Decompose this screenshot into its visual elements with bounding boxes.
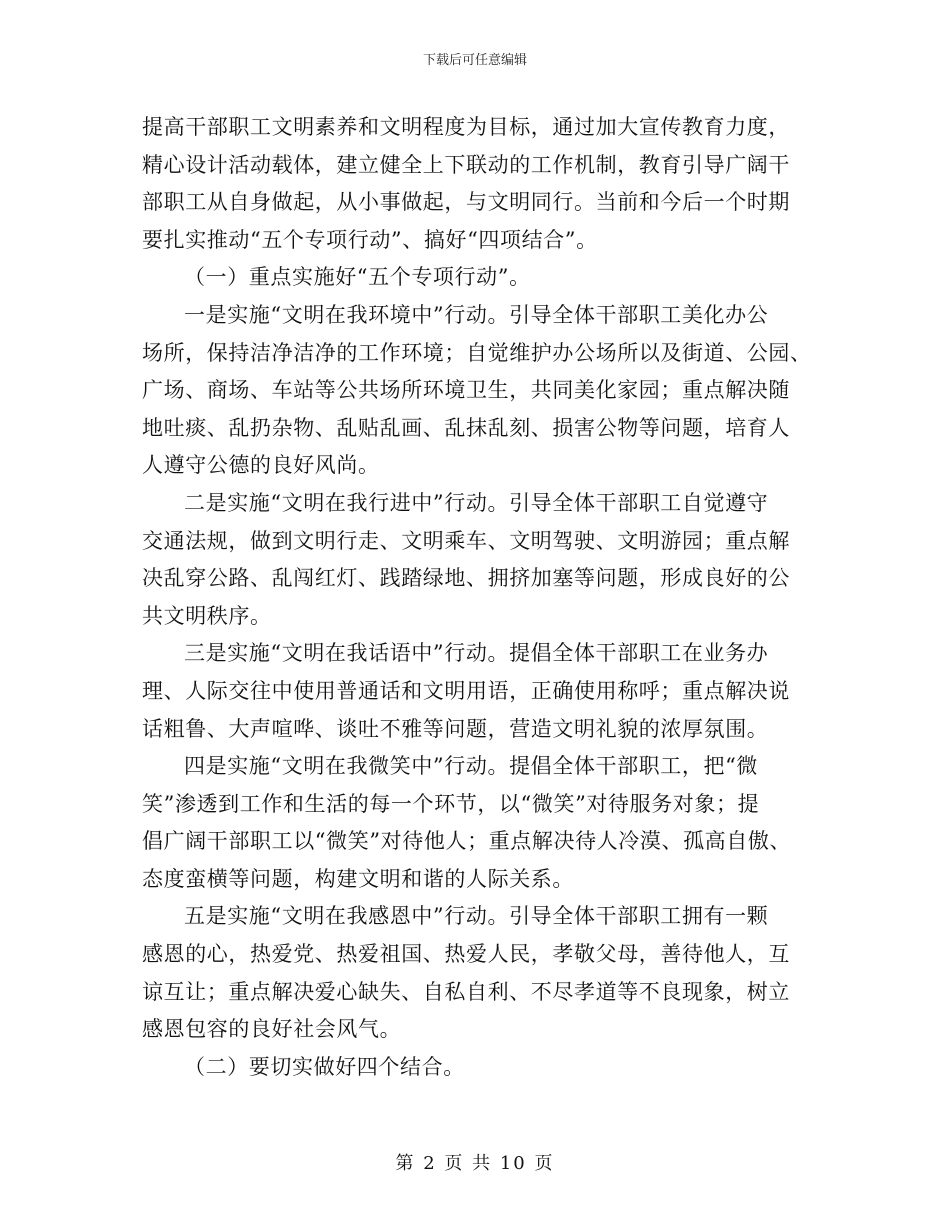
body-line: 地吐痰、乱扔杂物、乱贴乱画、乱抹乱刻、损害公物等问题，培育人 xyxy=(142,415,790,440)
body-line: 一是实施“文明在我环境中”行动。引导全体干部职工美化办公 xyxy=(184,302,769,327)
page-number-footer: 第 2 页 共 10 页 xyxy=(395,1153,555,1174)
body-line: 态度蛮横等问题，构建文明和谐的人际关系。 xyxy=(142,866,574,891)
body-line: 部职工从自身做起，从小事做起，与文明同行。当前和今后一个时期 xyxy=(142,190,790,215)
body-line: 四是实施“文明在我微笑中”行动。提倡全体干部职工，把“微 xyxy=(184,754,759,779)
body-line: 倡广阔干部职工以“微笑”对待他人；重点解决待人冷漠、孤高自傲、 xyxy=(142,829,792,854)
body-line: 场所，保持洁净洁净的工作环境；自觉维护办公场所以及街道、公园、 xyxy=(142,340,812,365)
body-line: 笑”渗透到工作和生活的每一个环节，以“微笑”对待服务对象；提 xyxy=(142,791,760,816)
body-line: 交通法规，做到文明行走、文明乘车、文明驾驶、文明游园；重点解 xyxy=(142,528,790,553)
section-heading-one: （一）重点实施好“五个专项行动”。 xyxy=(184,265,531,290)
body-line: 五是实施“文明在我感恩中”行动。引导全体干部职工拥有一颗 xyxy=(184,904,769,929)
body-line: 人遵守公德的良好风尚。 xyxy=(142,453,380,478)
body-line: 感恩的心，热爱党、热爱祖国、热爱人民，孝敬父母，善待他人，互 xyxy=(142,942,790,967)
document-body xyxy=(142,109,812,1086)
body-line: 二是实施“文明在我行进中”行动。引导全体干部职工自觉遵守 xyxy=(184,490,769,515)
body-line: 话粗鲁、大声喧哗、谈吐不雅等问题，营造文明礼貌的浓厚氛围。 xyxy=(142,716,769,741)
section-heading-two: （二）要切实做好四个结合。 xyxy=(184,1054,465,1079)
body-line: 谅互让；重点解决爱心缺失、自私自利、不尽孝道等不良现象，树立 xyxy=(142,979,790,1004)
body-line: 共文明秩序。 xyxy=(142,603,272,628)
body-line: 感恩包容的良好社会风气。 xyxy=(142,1017,402,1042)
body-line: 三是实施“文明在我话语中”行动。提倡全体干部职工在业务办 xyxy=(184,641,769,666)
body-line: 要扎实推动“五个专项行动”、搞好“四项结合”。 xyxy=(142,227,598,252)
page-header-note: 下载后可任意编辑 xyxy=(422,53,527,68)
body-line: 决乱穿公路、乱闯红灯、践踏绿地、拥挤加塞等问题，形成良好的公 xyxy=(142,566,790,591)
body-line: 精心设计活动载体，建立健全上下联动的工作机制，教育引导广阔干 xyxy=(142,152,790,177)
body-line: 提高干部职工文明素养和文明程度为目标，通过加大宣传教育力度， xyxy=(142,115,790,139)
body-line: 广场、商场、车站等公共场所环境卫生，共同美化家园；重点解决随 xyxy=(142,378,790,403)
body-line: 理、人际交往中使用普通话和文明用语，正确使用称呼；重点解决说 xyxy=(142,678,790,703)
